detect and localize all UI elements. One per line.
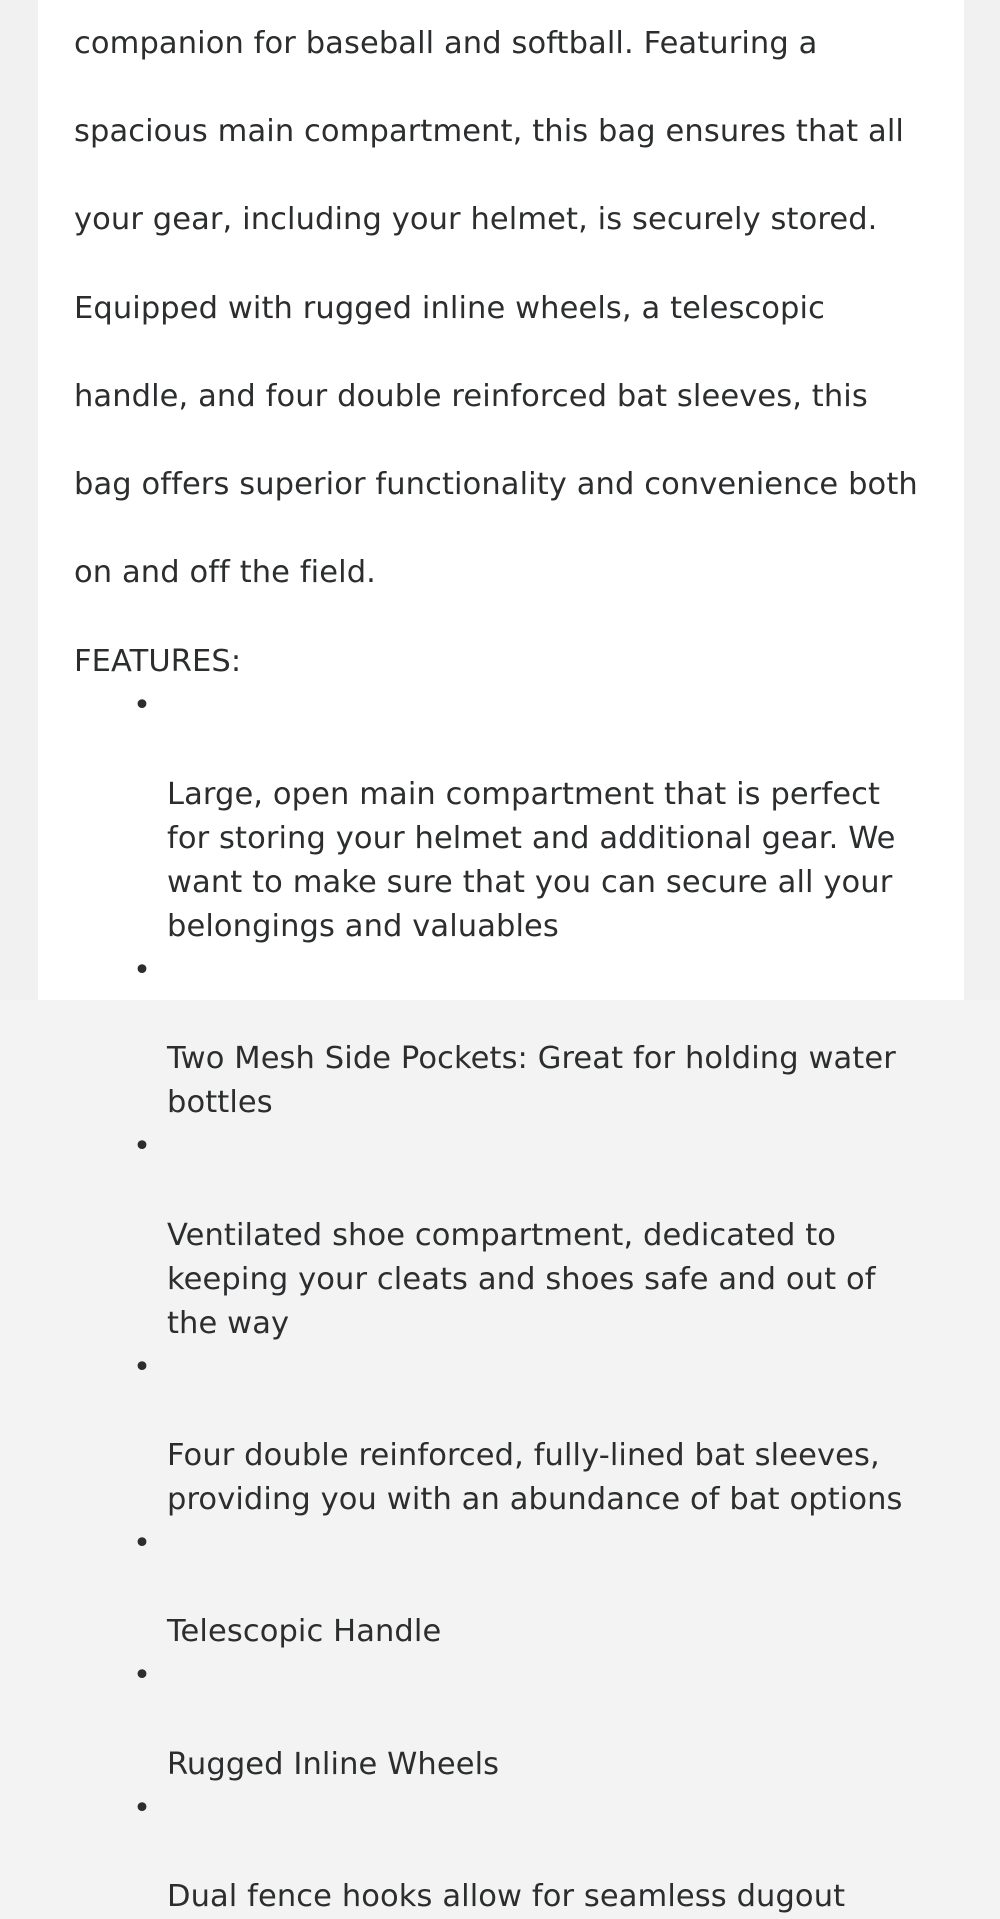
description-line: your gear, including your helmet, is securely stored. <box>74 202 878 238</box>
description-text <box>74 0 934 595</box>
product-description-content <box>74 0 934 1919</box>
feature-text: Large, open main compartment that is perfect for storing your helmet and additional gear. We want to make sure that you can secure all your belongings and valuables <box>167 776 896 944</box>
feature-text: Telescopic Handle <box>167 1614 442 1650</box>
feature-text: Ventilated shoe compartment, dedicated to keeping your cleats and shoes safe and out of the way <box>167 1217 876 1341</box>
feature-text: Two Mesh Side Pockets: Great for holding water bottles <box>167 1041 896 1121</box>
bullet-icon: • <box>133 952 152 988</box>
list-item <box>133 1787 934 1919</box>
bullet-icon: • <box>133 1349 152 1385</box>
features-list <box>74 684 934 1919</box>
list-item <box>133 1522 934 1654</box>
features-heading: FEATURES: <box>74 644 242 680</box>
bullet-icon: • <box>133 1526 152 1562</box>
bullet-icon: • <box>133 688 152 724</box>
description-line: Equipped with rugged inline wheels, a telescopic <box>74 290 825 326</box>
left-margin <box>0 0 38 1000</box>
list-item <box>133 1654 934 1786</box>
feature-text: Rugged Inline Wheels <box>167 1746 500 1782</box>
bullet-icon: • <box>133 1790 152 1826</box>
bullet-icon: • <box>133 1658 152 1694</box>
list-item <box>133 1346 934 1522</box>
feature-text: Dual fence hooks allow for seamless dugout <box>167 1878 846 1914</box>
description-line: handle, and four double reinforced bat sleeves, this <box>74 378 868 414</box>
feature-text: Four double reinforced, fully-lined bat sleeves, providing you with an abundance of bat options <box>167 1438 903 1518</box>
product-description-panel[interactable] <box>38 0 964 1914</box>
bullet-icon: • <box>133 1129 152 1165</box>
description-line: companion for baseball and softball. Featuring a <box>74 26 818 62</box>
list-item <box>133 684 934 949</box>
list-item <box>133 949 934 1125</box>
description-line: bag offers superior functionality and convenience both <box>74 467 918 503</box>
right-margin <box>964 0 1000 1000</box>
description-line: on and off the field. <box>74 555 376 591</box>
list-item <box>133 1125 934 1345</box>
description-line: spacious main compartment, this bag ensures that all <box>74 114 904 150</box>
